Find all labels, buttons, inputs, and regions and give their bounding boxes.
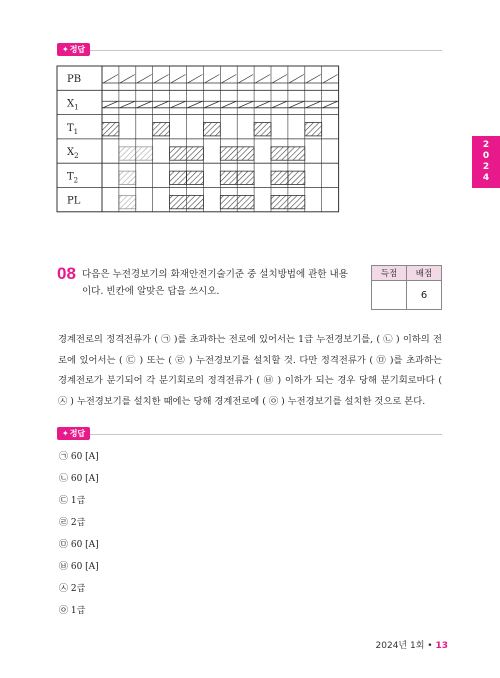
divider: [90, 434, 442, 435]
points-header: 배점: [407, 266, 442, 281]
chart-hatch-block: [271, 171, 288, 184]
chart-ramp-mark: [188, 101, 203, 108]
answer-item: ㉠ 60 [A]: [59, 452, 99, 462]
chart-hatch-block: [305, 123, 322, 136]
row-label-sub: 1: [74, 103, 79, 112]
score-cell: [372, 281, 407, 310]
row-label: $X_2$: [67, 147, 79, 161]
chart-hatch-block: [153, 123, 170, 136]
chart-ramp-mark: [306, 75, 321, 84]
timing-chart: [0, 0, 500, 240]
answer-item: ㉣ 2급: [59, 518, 86, 528]
chart-ramp-mark: [154, 75, 169, 84]
chart-ramp-mark: [255, 101, 270, 108]
footer-issue: 2024년 1회 •: [375, 641, 433, 651]
chart-ramp-mark: [171, 101, 186, 108]
chart-ramp-mark: [221, 101, 236, 108]
chart-ramp-mark: [238, 101, 253, 108]
chart-ramp-mark: [289, 75, 304, 84]
chart-hatch-block: [254, 123, 271, 136]
chart-ramp-mark: [137, 75, 152, 84]
row-label: $T_1$: [67, 122, 79, 136]
answer-tag: ✦정답: [57, 427, 90, 440]
chart-hatch-block: [237, 171, 254, 184]
chart-hatch-block: [170, 171, 187, 184]
row-label: PB: [67, 74, 82, 86]
year-tab: 2 0 2 4: [472, 136, 500, 188]
chart-hatch-block: [203, 123, 220, 136]
page-number: 13: [435, 641, 448, 651]
chart-ramp-mark: [171, 75, 186, 84]
chart-ramp-mark: [204, 101, 219, 108]
chart-hatch-block: [119, 171, 136, 184]
chart-ramp-mark: [306, 101, 321, 108]
row-label: $X_1$: [67, 98, 79, 112]
chart-ramp-mark: [255, 75, 270, 84]
chart-ramp-mark: [120, 101, 135, 108]
chart-ramp-mark: [323, 75, 338, 84]
chart-hatch-block: [220, 171, 237, 184]
row-label-sub: 2: [73, 176, 79, 185]
chart-ramp-mark: [238, 75, 253, 84]
question-number: 08: [57, 264, 76, 283]
score-header: 득점: [372, 266, 407, 281]
answer-item: ㉤ 60 [A]: [59, 540, 99, 550]
score-box: [371, 265, 442, 310]
chart-ramp-mark: [137, 101, 152, 108]
chart-hatch-block: [187, 171, 204, 184]
chart-ramp-mark: [103, 75, 118, 84]
row-label: PL: [67, 195, 81, 207]
chart-ramp-mark: [221, 75, 236, 84]
chart-ramp-mark: [204, 75, 219, 84]
row-label-sub: 1: [73, 127, 79, 136]
chart-ramp-mark: [289, 101, 304, 108]
chart-hatch-block: [119, 195, 136, 208]
chart-ramp-mark: [188, 75, 203, 84]
row-label: $T_2$: [67, 171, 79, 185]
answer-item: ㉦ 2급: [59, 584, 86, 594]
chart-hatch-block: [102, 123, 119, 136]
chart-ramp-mark: [272, 75, 287, 84]
answer-item: ㉢ 1급: [59, 496, 86, 506]
chart-ramp-mark: [272, 101, 287, 108]
chart-ramp-mark: [120, 75, 135, 84]
chart-ramp-mark: [103, 101, 118, 108]
points-value: 6: [407, 281, 442, 310]
question-paragraph: 경계전로의 정격전류가 ( ㉠ )를 초과하는 전로에 있어서는 1급 누전경보기를, ( ㉡ ) 이하의 전로에 있어서는 ( ㉢ ) 또는 ( ㉣ ) 누전경보기를 설치할 것. 다만 정격전류가 ( ㉤ )를 초과하는 경계전로가 분기되어 각 분기회로의 정격전류가 ( ㉥ ) 이하가 되는 경우 당해 분기회로마다 ( ㉦ ) 누전경보기를 설치한 때에는 당해 경계전로에 ( ㉧ ) 누전경보기를 설치한 것으로 본다.: [58, 334, 442, 407]
chart-ramp-mark: [323, 101, 338, 108]
pin-icon: ✦: [62, 45, 69, 54]
answer-item: ㉥ 60 [A]: [59, 562, 99, 572]
answer-tag: ✦정답: [57, 43, 90, 56]
pin-icon: ✦: [62, 429, 69, 438]
answer-item: ㉧ 1급: [59, 606, 86, 616]
question-text: 다음은 누전경보기의 화재안전기술기준 중 설치방법에 관한 내용이다. 빈칸에 알맞은 답을 쓰시오.: [82, 269, 348, 297]
row-label-sub: 2: [74, 152, 79, 161]
answer-item: ㉡ 60 [A]: [59, 474, 99, 484]
page-footer: [376, 638, 448, 651]
chart-hatch-block: [288, 171, 305, 184]
chart-ramp-mark: [154, 101, 169, 108]
